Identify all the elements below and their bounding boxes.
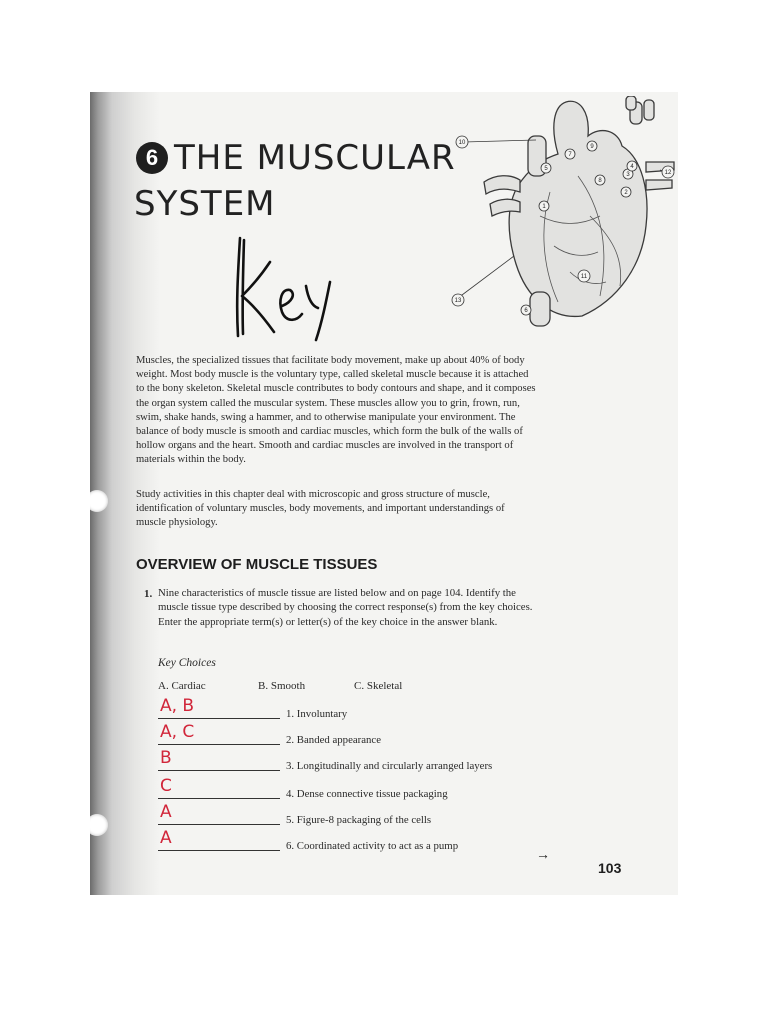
key-choices-heading: Key Choices bbox=[158, 657, 216, 669]
handwritten-answer[interactable]: A bbox=[160, 802, 172, 822]
answer-row bbox=[158, 748, 618, 778]
callout-label: 10 bbox=[458, 140, 466, 146]
chapter-title-line1: THE MUSCULAR bbox=[174, 138, 456, 178]
answer-row bbox=[158, 802, 618, 832]
answer-blank bbox=[158, 824, 280, 825]
section-heading: OVERVIEW OF MUSCLE TISSUES bbox=[136, 556, 378, 573]
page-number: 103 bbox=[598, 860, 622, 876]
callout-label: 13 bbox=[454, 298, 462, 304]
callout-label: 6 bbox=[524, 308, 528, 314]
handwritten-answer[interactable]: C bbox=[160, 776, 172, 796]
answer-row bbox=[158, 776, 618, 806]
callout-label: 5 bbox=[544, 166, 548, 172]
callout-label: 2 bbox=[624, 190, 628, 196]
key-choice-skeletal: C. Skeletal bbox=[354, 680, 403, 692]
handwritten-answer[interactable]: A, B bbox=[160, 696, 195, 716]
callout-label: 1 bbox=[542, 204, 546, 210]
callout-label: 9 bbox=[590, 144, 594, 150]
heart-figure bbox=[450, 96, 676, 330]
answer-row bbox=[158, 696, 618, 726]
callout-label: 11 bbox=[580, 274, 588, 280]
item-statement: 4. Dense connective tissue packaging bbox=[286, 788, 448, 800]
question-number: 1. bbox=[144, 588, 153, 600]
chapter-number-badge: 6 bbox=[136, 142, 168, 174]
question-instructions: Nine characteristics of muscle tissue are listed below and on page 104. Identify the muscle tissue type described by choosing the correct response(s) from the key choices. Enter the appropriate term(s) or letter(s) of the key choice in the answer blank. bbox=[158, 587, 533, 628]
answer-blank bbox=[158, 798, 280, 799]
item-statement: 3. Longitudinally and circularly arranged layers bbox=[286, 760, 493, 772]
item-statement: 2. Banded appearance bbox=[286, 734, 382, 746]
item-statement: 5. Figure-8 packaging of the cells bbox=[286, 814, 432, 826]
chapter-title-line2: SYSTEM bbox=[134, 184, 276, 224]
answer-blank bbox=[158, 850, 280, 851]
answer-blank bbox=[158, 718, 280, 719]
callout-label: 3 bbox=[626, 172, 630, 178]
intro-paragraph: Muscles, the specialized tissues that facilitate body movement, make up about 40% of body weight. Most body muscle is the voluntary type, called skeletal muscle because it is attached to the bony skeleton. Skeletal muscle contributes to body contours and shape, and it composes the organ system called the muscular system. These muscles allow you to grin, frown, run, swim, shake hands, swing a hammer, and to otherwise manipulate your environment. The balance of body muscle is smooth and cardiac muscles, which form the bulk of the walls of hollow organs and the heart. Smooth and cardiac muscles are involved in the transport of materials within the body. bbox=[136, 355, 536, 466]
key-choice-cardiac: A. Cardiac bbox=[158, 680, 206, 692]
key-choice-smooth: B. Smooth bbox=[258, 680, 306, 692]
answer-row bbox=[158, 722, 618, 752]
handwritten-answer[interactable]: B bbox=[160, 748, 172, 768]
callout-label: 12 bbox=[664, 170, 672, 176]
callout-label: 8 bbox=[598, 178, 602, 184]
item-statement: 1. Involuntary bbox=[286, 708, 348, 720]
study-paragraph: Study activities in this chapter deal with microscopic and gross structure of muscle, identification of voluntary muscles, body movements, and important understandings of muscle physiology. bbox=[136, 489, 505, 529]
callout-label: 7 bbox=[568, 152, 572, 158]
answer-blank bbox=[158, 744, 280, 745]
callout-label: 4 bbox=[630, 164, 634, 170]
handwritten-answer[interactable]: A, C bbox=[160, 722, 195, 742]
scanned-page bbox=[90, 92, 678, 895]
handwritten-answer[interactable]: A bbox=[160, 828, 172, 848]
handwritten-key bbox=[230, 232, 350, 342]
answer-blank bbox=[158, 770, 280, 771]
continue-arrow-icon: → bbox=[536, 848, 550, 863]
item-statement: 6. Coordinated activity to act as a pump bbox=[286, 840, 459, 852]
